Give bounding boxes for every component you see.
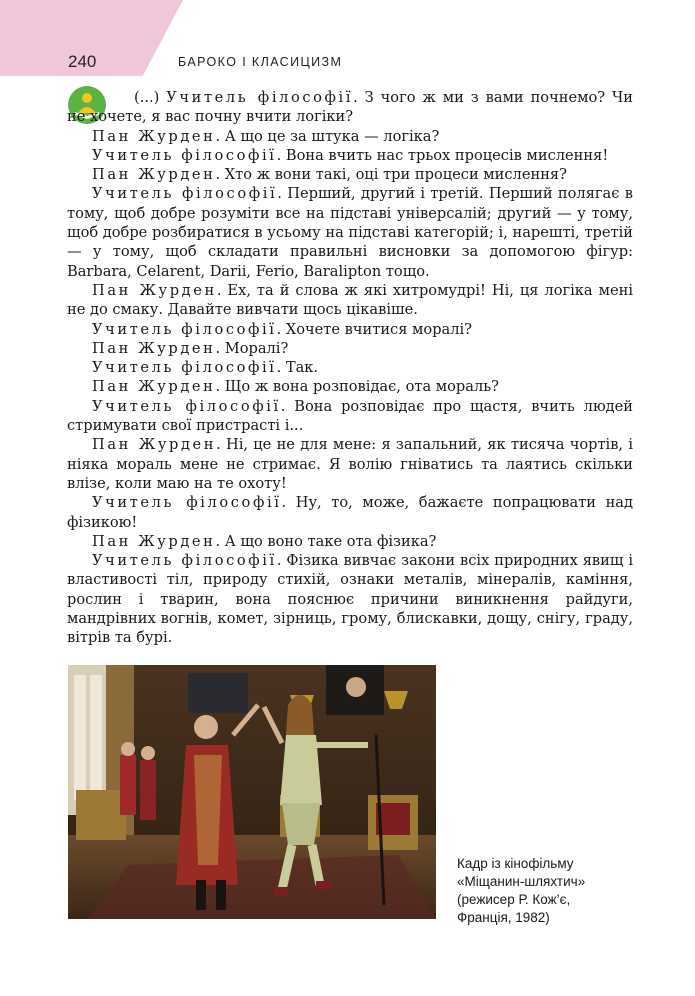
speaker-name: Пан Журден bbox=[92, 378, 216, 396]
film-still-image bbox=[68, 665, 436, 919]
page-number: 240 bbox=[68, 52, 97, 71]
dialogue-paragraph: Учитель філософії. Вона вчить нас трьох процесів мислення! bbox=[92, 146, 609, 164]
caption-line: «Міщанин-шляхтич» bbox=[457, 874, 586, 889]
caption-line: Кадр із кінофільму bbox=[457, 856, 574, 871]
dialogue-paragraph: Пан Журден. А що воно таке ота фізика? bbox=[92, 532, 437, 550]
speaker-name: Учитель філософії bbox=[92, 320, 277, 338]
dialogue-text bbox=[67, 88, 633, 648]
speaker-name: Учитель філософії bbox=[92, 185, 278, 203]
dialogue-paragraph: Учитель філософії. Перший, другий і третій. Перший полягає в тому, щоб добре розуміти все на підставі універсалій; другий — у тому, щоб добре розбиратися в усьому на підставі категорій; і, нарешті, третій — у тому, щоб складати правильні висновки за допомогою фігур: Barbara, Celarent, Darii, Ferio, Baralipton тощо. bbox=[67, 185, 633, 280]
speaker-name: Учитель філософії bbox=[92, 397, 281, 415]
dialogue-paragraph: Пан Журден. А що це за штука — логіка? bbox=[92, 127, 440, 145]
dialogue-paragraph: Пан Журден. Що ж вона розповідає, ота мораль? bbox=[92, 378, 499, 396]
speaker-name: Пан Журден bbox=[92, 166, 216, 184]
caption-line: Франція, 1982) bbox=[457, 910, 550, 925]
speaker-name: Пан Журден bbox=[92, 339, 216, 357]
dialogue-paragraph: Учитель філософії. Вона розповідає про щастя, вчить людей стримувати свої пристрасті і... bbox=[67, 397, 633, 435]
dialogue-paragraph: Пан Журден. Ні, це не для мене: я запальний, як тисяча чортів, і ніяка мораль мене не стримає. Я волію гніватись та лаятись скільки влізе, коли маю на те охоту! bbox=[67, 436, 633, 492]
dialogue-paragraph: Пан Журден. Хто ж вони такі, оці три процеси мислення? bbox=[92, 166, 567, 184]
section-title: БАРОКО І КЛАСИЦИЗМ bbox=[178, 55, 343, 69]
speaker-name: Учитель філософії bbox=[92, 359, 277, 377]
dialogue-paragraph: Пан Журден. Ех, та й слова ж які хитромудрі! Ні, ця логіка мені не до смаку. Давайте вивчати щось цікавіше. bbox=[67, 281, 633, 319]
figure-caption bbox=[457, 855, 657, 927]
dialogue-paragraph: Учитель філософії. Фізика вивчає закони всіх природних явищ і властивості тіл, природу стихій, ознаки металів, мінералів, каміння, рослин і тварин, вона пояснює причини виникнення райдуги, мандрівних вогнів, комет, зірниць, грому, блискавки, дощу, снігу, граду, вітрів та бурі. bbox=[67, 552, 633, 647]
speaker-name: Учитель філософії bbox=[92, 552, 277, 570]
speaker-name: Учитель філософії bbox=[92, 494, 282, 512]
dialogue-paragraph: Пан Журден. Моралі? bbox=[92, 339, 289, 357]
speaker-name: Учитель філософії bbox=[166, 89, 354, 106]
dialogue-paragraph: Учитель філософії. Ну, то, може, бажаєте попрацювати над фізикою! bbox=[67, 494, 633, 531]
dialogue-paragraph: Учитель філософії. Хочете вчитися моралі? bbox=[92, 320, 473, 338]
dialogue-paragraph: Учитель філософії. Так. bbox=[92, 359, 319, 377]
speaker-name: Пан Журден bbox=[92, 127, 216, 145]
speaker-name: Учитель філософії bbox=[92, 146, 277, 164]
dialogue-paragraph: (...) Учитель філософії. З чого ж ми з вами почнемо? Чи не хочете, я вас почну вчити логіки? bbox=[67, 89, 633, 126]
speaker-name: Пан Журден bbox=[92, 436, 217, 454]
speaker-name: Пан Журден bbox=[92, 532, 216, 550]
caption-line: (режисер Р. Кож’є, bbox=[457, 892, 571, 907]
speaker-name: Пан Журден bbox=[92, 281, 217, 299]
